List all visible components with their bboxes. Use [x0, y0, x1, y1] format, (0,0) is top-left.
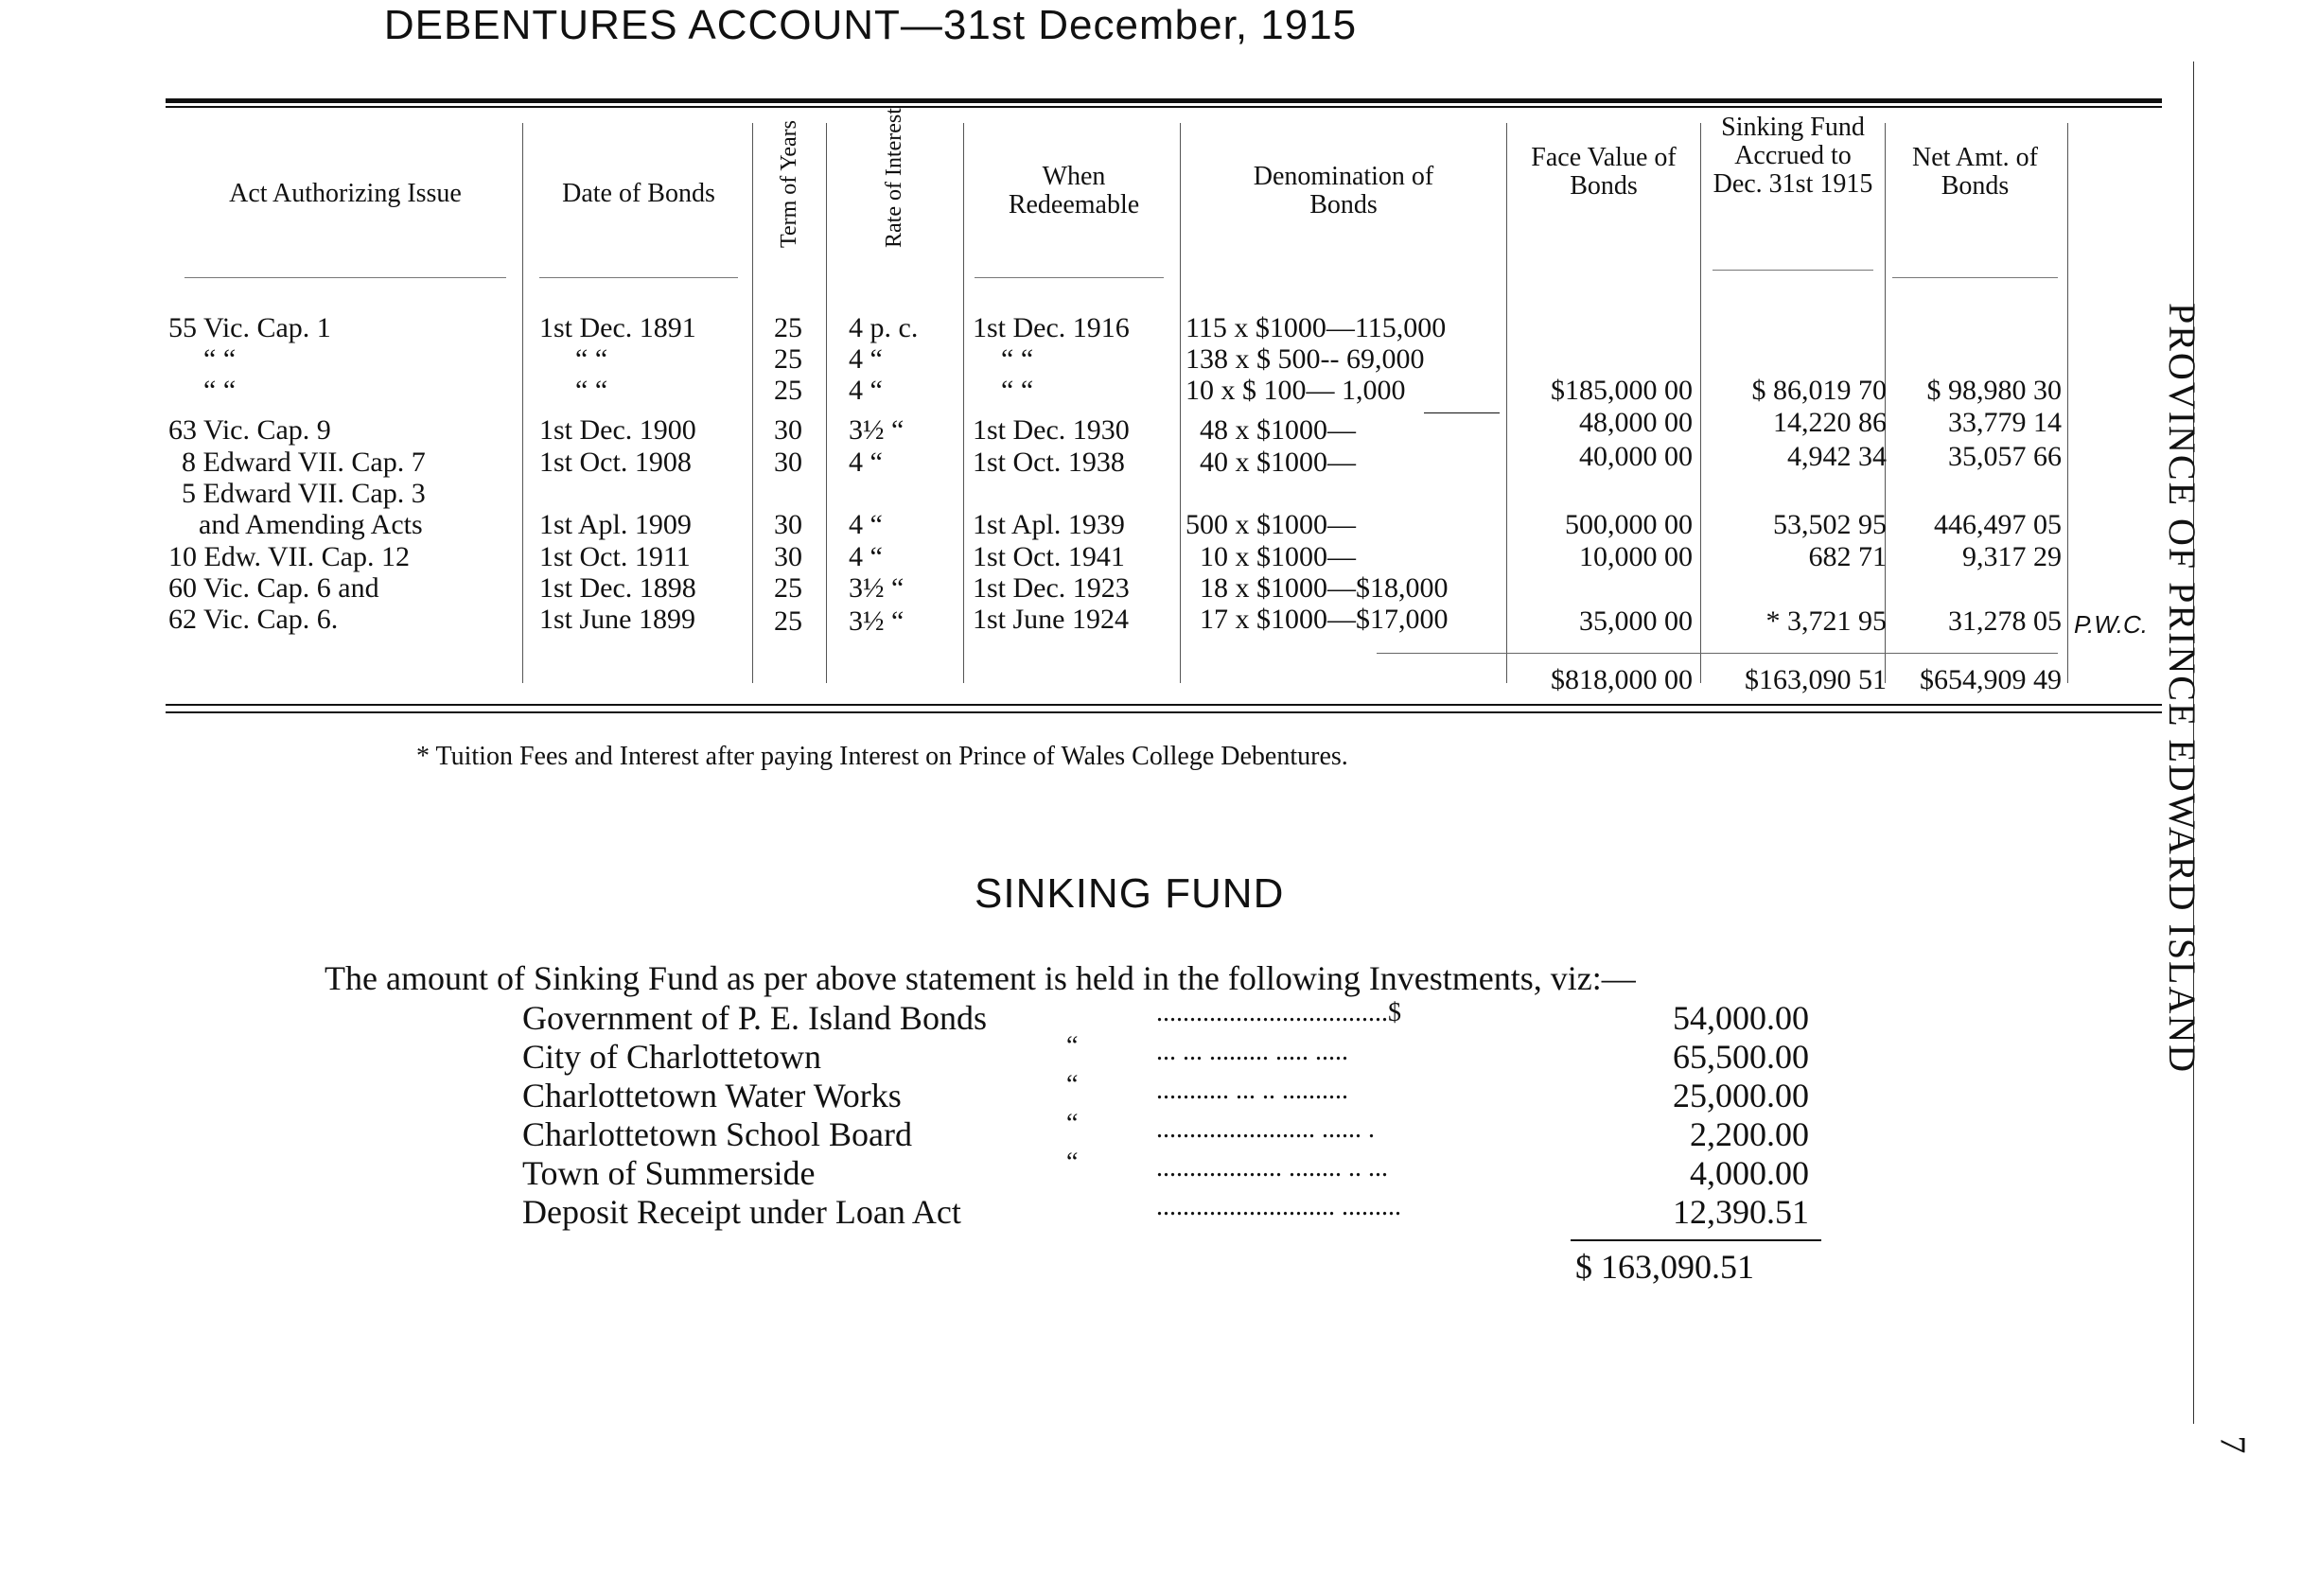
total-sinking: $163,090 51 — [1745, 664, 1887, 695]
cell-when: 1st Oct. 1941 — [973, 541, 1125, 572]
col-divider — [1700, 123, 1701, 683]
top-rule-thin — [166, 106, 2162, 108]
header-date: Date of Bonds — [562, 179, 715, 208]
header-denom: Denomination of Bonds — [1253, 162, 1434, 219]
investment-name: City of Charlottetown — [522, 1038, 821, 1076]
cell-face: 48,000 00 — [1579, 407, 1693, 438]
cell-denom: 18 x $1000—$18,000 — [1200, 572, 1449, 604]
cell-act: 8 Edward VII. Cap. 7 — [182, 447, 426, 478]
cell-act: and Amending Acts — [199, 509, 423, 540]
investment-ditto: “ — [1066, 1070, 1079, 1099]
col-divider — [963, 123, 964, 683]
cell-date: 1st Dec. 1898 — [539, 572, 696, 604]
cell-net: 31,278 05 — [1948, 605, 2062, 637]
cell-term: 25 — [774, 343, 802, 375]
cell-sinking: 4,942 34 — [1787, 441, 1887, 472]
cell-rate: 4 “ — [849, 541, 883, 572]
cell-term: 30 — [774, 447, 802, 478]
cell-denom: 48 x $1000— — [1200, 414, 1356, 446]
cell-face: 500,000 00 — [1565, 509, 1693, 540]
investment-total-rule — [1571, 1239, 1821, 1241]
cell-denom: 40 x $1000— — [1200, 447, 1356, 478]
cell-term: 25 — [774, 572, 802, 604]
total-face: $818,000 00 — [1551, 664, 1693, 695]
sinking-fund-title: SINKING FUND — [975, 870, 1285, 917]
cell-net: 9,317 29 — [1962, 541, 2062, 572]
cell-when: 1st Dec. 1930 — [973, 414, 1130, 446]
total-net: $654,909 49 — [1920, 664, 2062, 695]
cell-face: 40,000 00 — [1579, 441, 1693, 472]
col-divider — [752, 123, 753, 683]
investment-amount: 65,500.00 — [1673, 1038, 1809, 1076]
cell-sinking: * 3,721 95 — [1765, 605, 1887, 637]
investment-name: Town of Summerside — [522, 1154, 816, 1192]
investment-total: $ 163,090.51 — [1575, 1248, 1754, 1286]
investment-ditto: “ — [1066, 1109, 1079, 1138]
cell-term: 30 — [774, 509, 802, 540]
col-divider — [522, 123, 523, 683]
header-term: Term of Years — [777, 120, 801, 248]
cell-date: 1st Apl. 1909 — [539, 509, 692, 540]
cell-sinking: 682 71 — [1808, 541, 1887, 572]
header-rate: Rate of Interest — [882, 108, 906, 248]
cell-act: 55 Vic. Cap. 1 — [168, 312, 331, 343]
cell-rate: 4 p. c. — [849, 312, 919, 343]
header-act: Act Authorizing Issue — [229, 179, 462, 208]
cell-act: 5 Edward VII. Cap. 3 — [182, 478, 426, 509]
investment-name: Government of P. E. Island Bonds — [522, 999, 987, 1037]
cell-act: 63 Vic. Cap. 9 — [168, 414, 331, 446]
cell-rate: 3½ “ — [849, 605, 905, 637]
cell-term: 30 — [774, 414, 802, 446]
denomination-subtotal-rule — [1424, 412, 1500, 413]
cell-face: $185,000 00 — [1551, 375, 1693, 406]
cell-face: 35,000 00 — [1579, 605, 1693, 637]
cell-net: 35,057 66 — [1948, 441, 2062, 472]
cell-act: 62 Vic. Cap. 6. — [168, 604, 339, 635]
investment-leader: ........................ ...... . — [1156, 1114, 1375, 1144]
cell-term: 25 — [774, 312, 802, 343]
col-divider — [826, 123, 827, 683]
cell-when: 1st June 1924 — [973, 604, 1129, 635]
cell-act: “ “ — [203, 375, 237, 406]
bottom-rule-bottom — [166, 711, 2162, 713]
cell-denom: 115 x $1000—115,000 — [1186, 312, 1447, 343]
cell-date: 1st Dec. 1891 — [539, 312, 696, 343]
cell-when: “ “ — [1001, 343, 1034, 375]
header-face: Face Value of Bonds — [1531, 143, 1677, 201]
cell-rate: 4 “ — [849, 343, 883, 375]
cell-sinking: 14,220 86 — [1773, 407, 1887, 438]
header-sinking: Sinking Fund Accrued to Dec. 31st 1915 — [1713, 113, 1873, 199]
page-title: DEBENTURES ACCOUNT—31st December, 1915 — [383, 2, 1358, 48]
top-rule-thick — [166, 98, 2162, 103]
cell-act: 10 Edw. VII. Cap. 12 — [168, 541, 410, 572]
investment-name: Charlottetown Water Works — [522, 1077, 902, 1114]
investment-amount: 25,000.00 — [1673, 1077, 1809, 1114]
cell-when: “ “ — [1001, 375, 1034, 406]
header-underline — [1892, 277, 2058, 278]
cell-rate: 3½ “ — [849, 414, 905, 446]
cell-date: “ “ — [575, 375, 608, 406]
totals-rule — [1377, 653, 2058, 654]
cell-face: 10,000 00 — [1579, 541, 1693, 572]
page-number: 7 — [2212, 1435, 2253, 1454]
side-heading: PROVINCE OF PRINCE EDWARD ISLAND — [2161, 303, 2204, 1075]
cell-when: 1st Oct. 1938 — [973, 447, 1125, 478]
col-divider — [1506, 123, 1507, 683]
cell-denom: 10 x $ 100— 1,000 — [1186, 375, 1406, 406]
header-when: When Redeemable — [1008, 162, 1140, 219]
investment-name: Deposit Receipt under Loan Act — [522, 1193, 961, 1231]
cell-rate: 4 “ — [849, 509, 883, 540]
header-net: Net Amt. of Bonds — [1912, 143, 2038, 201]
investment-amount: 12,390.51 — [1673, 1193, 1809, 1231]
cell-date: 1st June 1899 — [539, 604, 695, 635]
investment-amount: 54,000.00 — [1673, 999, 1809, 1037]
cell-when: 1st Dec. 1923 — [973, 572, 1130, 604]
cell-denom: 138 x $ 500-- 69,000 — [1186, 343, 1425, 375]
investment-leader: ........... ... .. .......... — [1156, 1076, 1348, 1105]
cell-sinking: 53,502 95 — [1773, 509, 1887, 540]
footnote: * Tuition Fees and Interest after paying Interest on Prince of Wales College Debentures. — [416, 742, 1348, 771]
investment-leader: ...................................$ — [1156, 998, 1401, 1027]
cell-date: 1st Oct. 1908 — [539, 447, 692, 478]
col-divider — [1180, 123, 1181, 683]
cell-rate: 4 “ — [849, 375, 883, 406]
col-divider — [2067, 123, 2068, 683]
cell-rate: 3½ “ — [849, 572, 905, 604]
investment-ditto: “ — [1066, 1148, 1079, 1177]
cell-denom: 500 x $1000— — [1186, 509, 1356, 540]
investment-amount: 4,000.00 — [1690, 1154, 1809, 1192]
cell-term: 25 — [774, 375, 802, 406]
cell-denom: 17 x $1000—$17,000 — [1200, 604, 1449, 635]
investment-amount: 2,200.00 — [1690, 1115, 1809, 1153]
investment-leader: ................... ........ .. ... — [1156, 1153, 1388, 1183]
investment-name: Charlottetown School Board — [522, 1115, 912, 1153]
cell-rate: 4 “ — [849, 447, 883, 478]
header-underline — [184, 277, 506, 278]
cell-net: $ 98,980 30 — [1926, 375, 2062, 406]
cell-date: “ “ — [575, 343, 608, 375]
bottom-rule-top — [166, 704, 2162, 706]
header-underline — [1713, 270, 1873, 271]
cell-net: 446,497 05 — [1934, 509, 2062, 540]
cell-date: 1st Dec. 1900 — [539, 414, 696, 446]
cell-term: 30 — [774, 541, 802, 572]
cell-sinking: $ 86,019 70 — [1751, 375, 1887, 406]
cell-act: 60 Vic. Cap. 6 and — [168, 572, 379, 604]
cell-when: 1st Dec. 1916 — [973, 312, 1130, 343]
cell-when: 1st Apl. 1939 — [973, 509, 1125, 540]
investment-leader: ........................... ......... — [1156, 1192, 1401, 1221]
cell-denom: 10 x $1000— — [1200, 541, 1356, 572]
header-underline — [539, 277, 738, 278]
investment-ditto: “ — [1066, 1031, 1079, 1061]
sinking-fund-intro: The amount of Sinking Fund as per above statement is held in the following Investments, viz:— — [325, 959, 1636, 997]
cell-net: 33,779 14 — [1948, 407, 2062, 438]
investment-leader: ... ... ......... ..... ..... — [1156, 1037, 1348, 1066]
cell-date: 1st Oct. 1911 — [539, 541, 691, 572]
cell-act: “ “ — [203, 343, 237, 375]
cell-term: 25 — [774, 605, 802, 637]
pwc-label: P.W.C. — [2074, 610, 2149, 639]
header-underline — [975, 277, 1164, 278]
